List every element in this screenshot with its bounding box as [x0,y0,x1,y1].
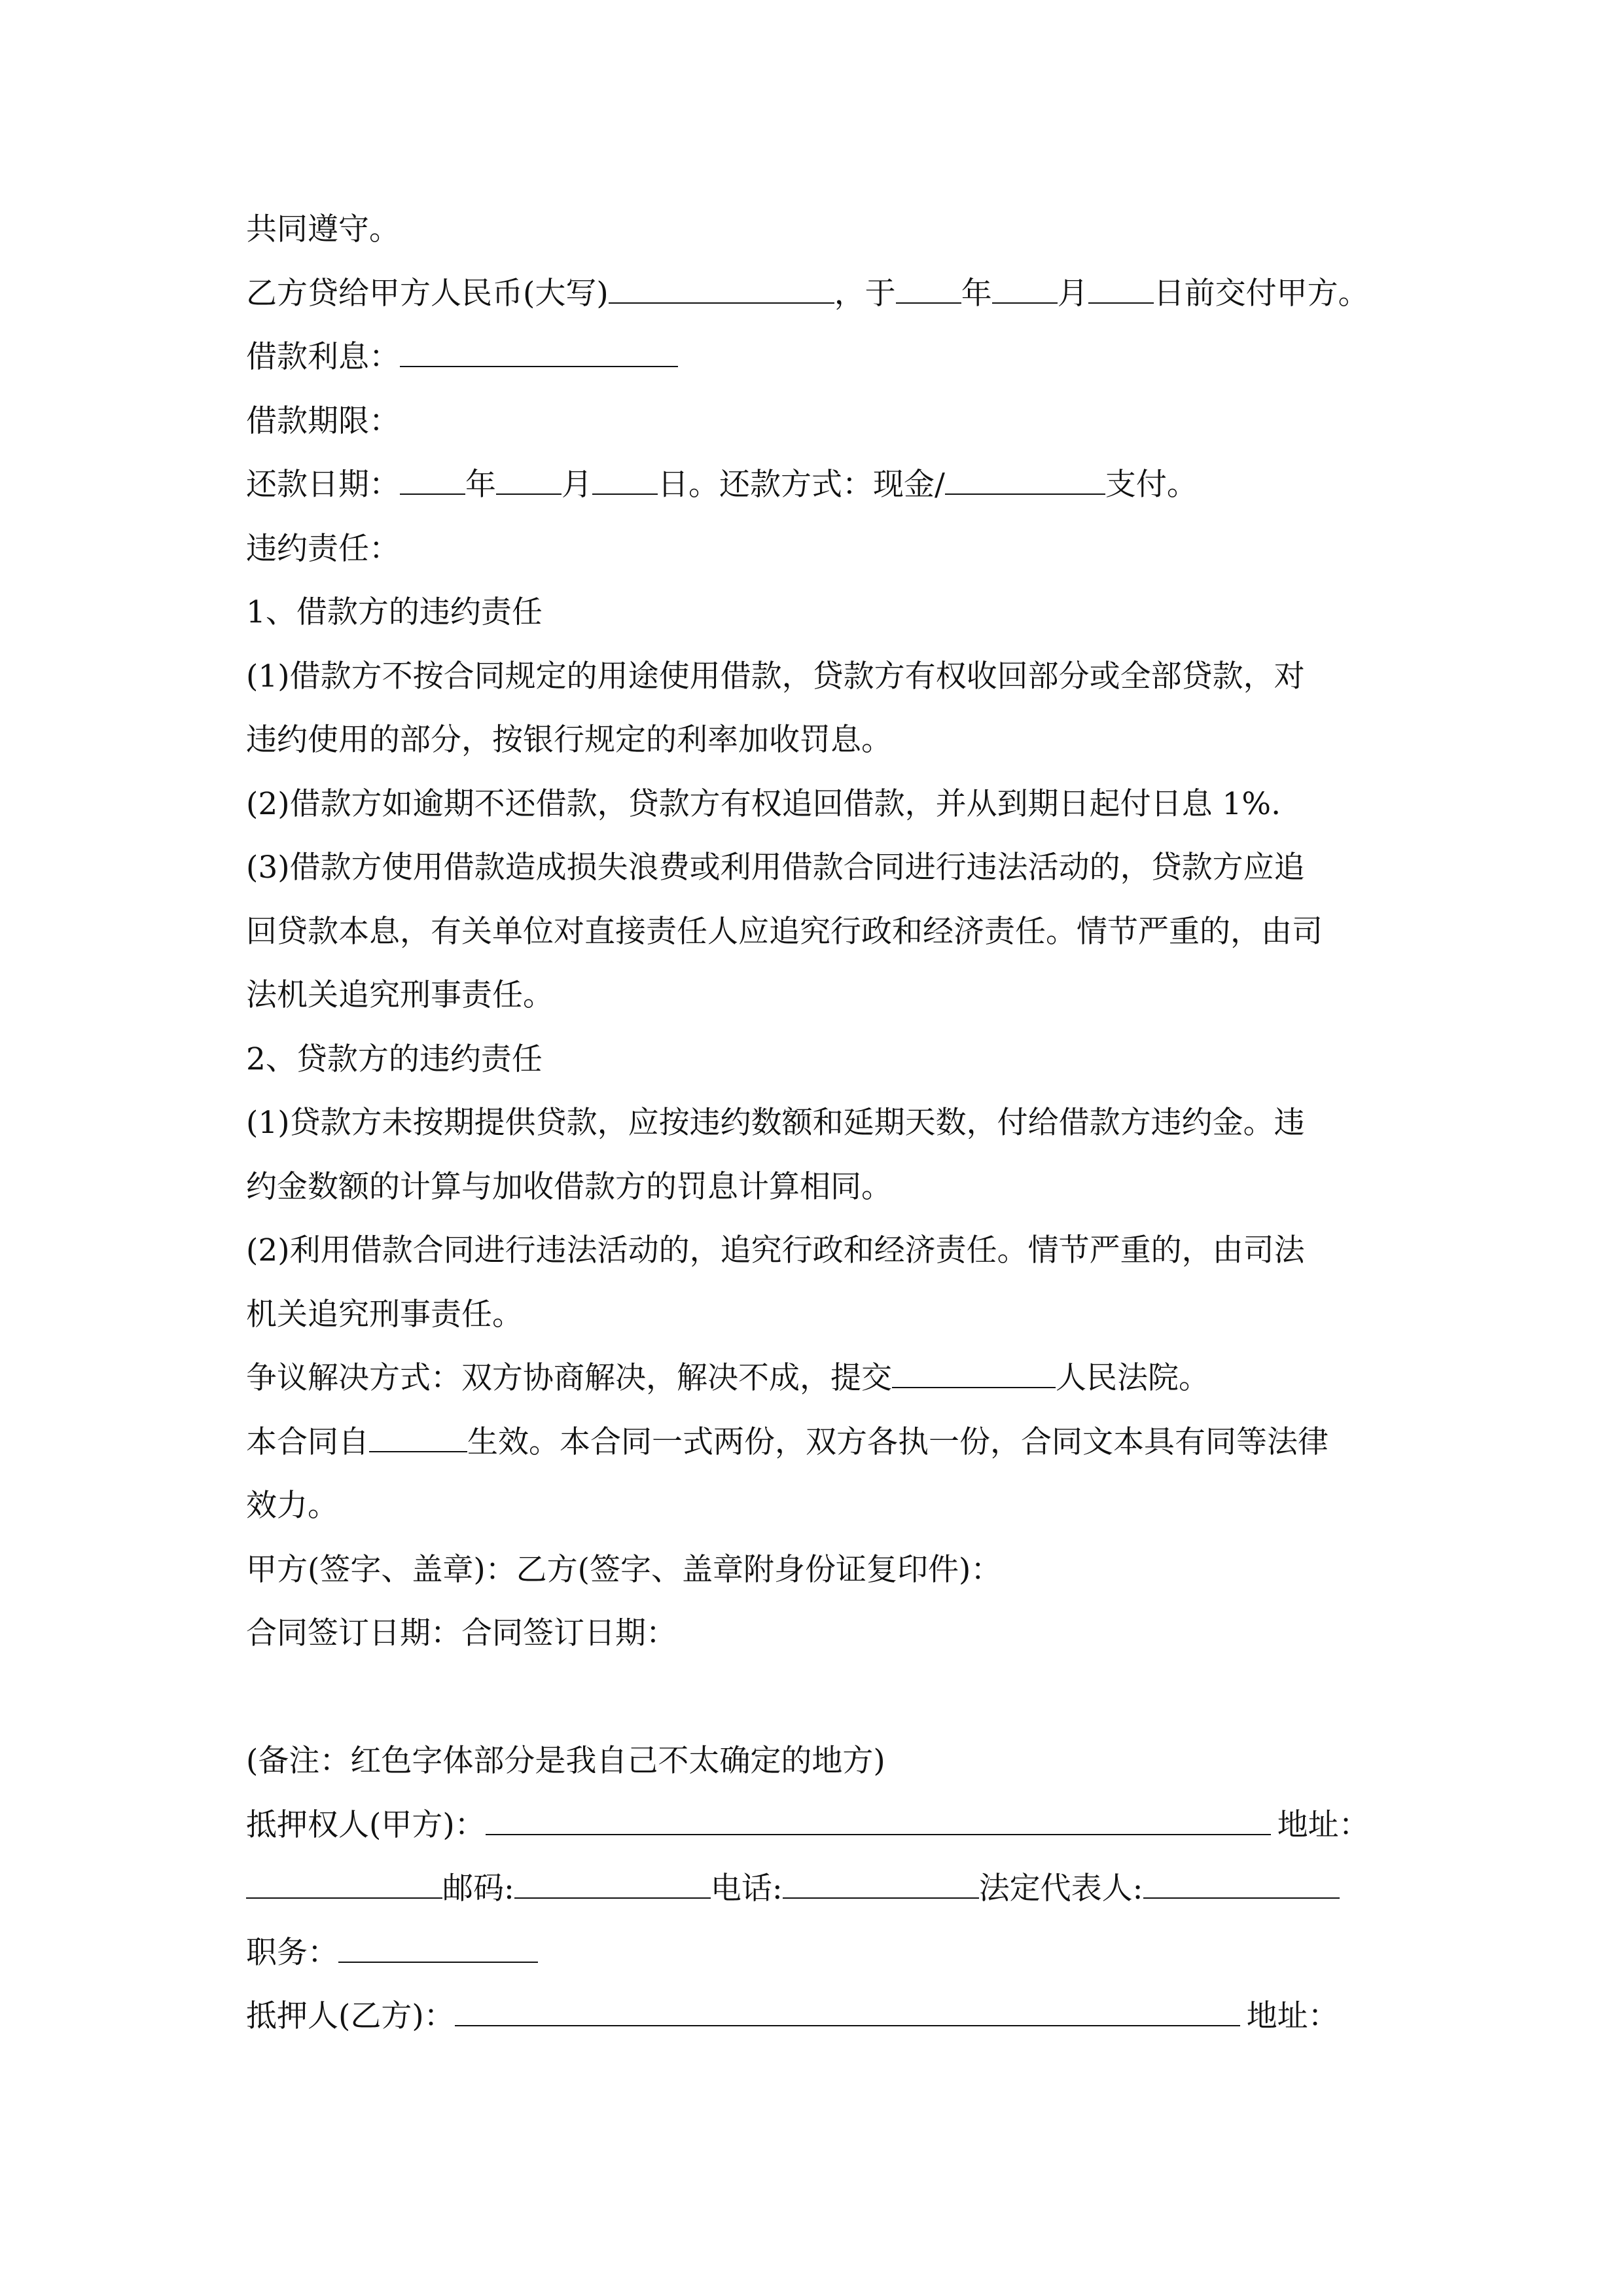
line-text: 共同遵守。 [246,211,400,247]
line-text: 本合同自 [246,1424,369,1460]
text-line [246,836,1378,900]
signing-date-line [246,1602,1378,1666]
contract-body [246,198,1378,2049]
day-blank[interactable] [1088,276,1154,304]
interest-blank[interactable] [400,340,678,367]
line-text: 生效。本合同一式两份，双方各执一份，合同文本具有同等法律 [467,1424,1329,1460]
pledgor-blank[interactable] [455,1999,1240,2026]
text-line [246,198,1378,262]
line-text: 月 [1057,275,1088,312]
position-line [246,1921,1378,1985]
day-blank[interactable] [592,467,658,495]
contact-line [246,1857,1378,1921]
line-text: 回贷款本息，有关单位对直接责任人应追究行政和经济责任。情节严重的，由司 [246,913,1323,950]
line-text: 乙方贷给甲方人民币(大写) [246,275,609,312]
year-blank[interactable] [400,467,465,495]
court-blank[interactable] [892,1361,1056,1388]
line-text: 人民法院。 [1056,1360,1209,1396]
text-line [246,517,1378,581]
signature-line [246,1538,1378,1602]
effective-date-blank[interactable] [369,1425,467,1452]
line-text: 邮码: [442,1871,514,1907]
line-text: (2)利用借款合同进行违法活动的，追究行政和经济责任。情节严重的，由司法 [246,1232,1305,1268]
line-text: 年 [465,467,496,503]
line-text: 月 [562,467,592,503]
line-text: 效力。 [246,1488,338,1524]
text-line [246,772,1378,836]
line-text: 抵押人(乙方)： [246,1998,455,2034]
pledgee-line [246,1793,1378,1857]
text-line [246,1219,1378,1283]
loan-amount-line [246,262,1378,326]
line-text: (1)借款方不按合同规定的用途使用借款，贷款方有权收回部分或全部贷款，对 [246,658,1305,694]
pledgee-blank[interactable] [486,1808,1271,1835]
amount-blank[interactable] [609,276,834,304]
phone-blank[interactable] [783,1871,979,1899]
line-text: 地址： [1277,1806,1370,1843]
line-text: 支付。 [1105,467,1198,503]
line-text: 地址： [1246,1998,1339,2034]
month-blank[interactable] [496,467,562,495]
line-text: 日。还款方式：现金/ [658,467,945,503]
line-text: 还款日期： [246,467,400,503]
remark-line [246,1729,1378,1793]
text-line [246,645,1378,709]
line-text: (备注：红色字体部分是我自己不太确定的地方) [246,1743,885,1779]
line-text: 2、贷款方的违约责任 [246,1041,543,1077]
line-text: 合同签订日期：合同签订日期： [246,1615,677,1651]
line-text: 法机关追究刑事责任。 [246,977,554,1013]
line-text: 借款期限： [246,403,400,439]
spacer [246,1666,1378,1730]
position-blank[interactable] [338,1935,538,1963]
line-text: 抵押权人(甲方)： [246,1806,486,1843]
text-line [246,581,1378,645]
payment-method-blank[interactable] [945,467,1105,495]
line-text: 约金数额的计算与加收借款方的罚息计算相同。 [246,1168,892,1205]
text-line [246,900,1378,964]
line-text: 违约使用的部分，按银行规定的利率加收罚息。 [246,722,892,758]
line-text: 甲方(签字、盖章)：乙方(签字、盖章附身份证复印件)： [246,1551,1002,1588]
line-text: 机关追究刑事责任。 [246,1296,523,1333]
address-blank[interactable] [246,1871,442,1899]
line-text: 借款利息： [246,339,400,375]
text-line [246,1283,1378,1347]
line-text: 法定代表人: [978,1871,1143,1907]
line-text: 日前交付甲方。 [1153,275,1369,312]
line-text: ，于 [834,275,896,312]
text-line [246,1155,1378,1219]
line-text: (3)借款方使用借款造成损失浪费或利用借款合同进行违法活动的，贷款方应追 [246,850,1305,886]
line-text: 违约责任： [246,530,400,567]
text-line [246,1028,1378,1092]
text-line [246,963,1378,1028]
text-line [246,1091,1378,1155]
term-line [246,389,1378,454]
repayment-line [246,453,1378,517]
line-text: 争议解决方式：双方协商解决，解决不成，提交 [246,1360,892,1396]
interest-line [246,325,1378,389]
line-text: 1、借款方的违约责任 [246,594,543,630]
line-text: 职务： [246,1934,338,1971]
line-text: 电话: [710,1871,783,1907]
zip-blank[interactable] [514,1871,711,1899]
dispute-line [246,1346,1378,1410]
text-line [246,708,1378,772]
month-blank[interactable] [992,276,1058,304]
year-blank[interactable] [896,276,961,304]
text-line [246,1474,1378,1538]
line-text: (1)贷款方未按期提供贷款，应按违约数额和延期天数，付给借款方违约金。违 [246,1105,1305,1141]
pledgor-line [246,1984,1378,2049]
legal-rep-blank[interactable] [1143,1871,1340,1899]
line-text: (2)借款方如逾期不还借款，贷款方有权追回借款，并从到期日起付日息 1%. [246,785,1281,822]
effective-line [246,1410,1378,1475]
line-text: 年 [961,275,992,312]
